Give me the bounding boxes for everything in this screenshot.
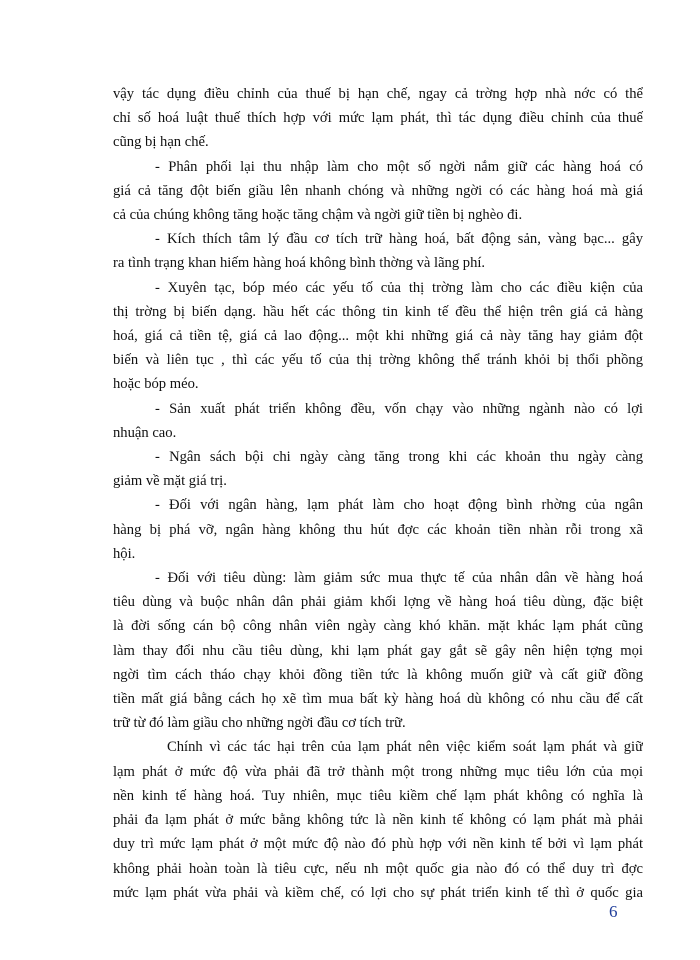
text-line: tiêu dùng và buộc nhân dân phải giảm khối lợng về hàng hoá tiêu dùng, đặc biệt [113, 594, 643, 611]
text-line: - Đối với tiêu dùng: làm giảm sức mua thực tế của nhân dân về hàng hoá [155, 570, 643, 587]
text-line: vậy tác dụng điều chỉnh của thuế bị hạn chế, ngay cả trờng hợp nhà nớc có thể [113, 86, 643, 102]
text-line: phải đa lạm phát ở mức bằng không tức là nền kinh tế không có lạm phát mà phải [113, 812, 643, 829]
text-line: ngời tìm cách tháo chạy khỏi đồng tiền tức là không muốn giữ và cất giữ đồng [113, 666, 643, 683]
paragraph-inflation-control [113, 735, 643, 904]
text-line: duy trì mức lạm phát ở một mức độ nào đó phù hợp với nền kinh tế bởi vì lạm phát [113, 836, 643, 853]
text-line: làm thay đổi nhu cầu tiêu dùng, khi lạm phát gay gắt sẽ gây nên hiện tợng mọi [113, 642, 643, 659]
text-line: hoá, giá cả tiền tệ, giá cả lao động... một khi những giá cả này tăng hay giảm đột [113, 328, 643, 345]
text-line: - Đối với ngân hàng, lạm phát làm cho hoạt động bình rhờng của ngân [155, 497, 643, 514]
text-line: - Phân phối lại thu nhập làm cho một số ngời nắm giữ các hàng hoá có [155, 158, 643, 175]
paragraph-banking [113, 493, 643, 566]
text-line: cũng bị hạn chế. [113, 134, 209, 151]
text-line: cả của chúng không tăng hoặc tăng chậm và ngời giữ tiền bị nghèo đi. [113, 207, 523, 224]
text-line: tiền mất giá bằng cách họ xẽ tìm mua bất kỳ hàng hoá dù không có nhu cầu để cất [113, 691, 643, 708]
paragraph-uneven-production [113, 397, 643, 445]
text-line: thị trờng bị biến dạng. hầu hết các thông tin kinh tế đều thể hiện trên giá cả hàng [113, 303, 643, 320]
text-line: chỉ số hoá luật thuế thích hợp với mức lạm phát, thì tác dụng điều chỉnh của thuế [113, 110, 643, 127]
text-line: giá cả tăng đột biến giầu lên nhanh chóng và những ngời có các hàng hoá mà giá [113, 182, 643, 199]
text-line: giảm về mặt giá trị. [113, 473, 227, 490]
text-line: lạm phát ở mức độ vừa phải đã trở thành một trong những mục tiêu lớn của mọi [113, 763, 643, 780]
text-line: trữ từ đó làm giầu cho những ngời đầu cơ tích trữ. [113, 715, 406, 732]
text-line: mức lạm phát vừa phải và kiềm chế, có lợi cho sự phát triển kinh tế thì ở quốc gia [113, 884, 643, 901]
document-body [113, 82, 643, 905]
text-line: là đời sống cán bộ công nhân viên ngày càng khó khăn. mặt khác lạm phát cũng [113, 618, 643, 635]
paragraph-budget-deficit [113, 445, 643, 493]
text-line: - Sản xuất phát triển không đều, vốn chạy vào những ngành nào có lợi [155, 400, 643, 417]
text-line: nhuận cao. [113, 424, 177, 441]
page-number: 6 [609, 902, 618, 921]
text-line: biến và liên tục , thì các yếu tố của thị trờng không thể tránh khỏi bị thổi phồng [113, 352, 643, 369]
paragraph-tax-effect [113, 82, 643, 155]
text-line: hàng bị phá vỡ, ngân hàng không thu hút đợc các khoản tiền nhàn rỗi trong xã [113, 521, 643, 538]
paragraph-consumption [113, 566, 643, 735]
paragraph-market-distortion [113, 276, 643, 397]
text-line: - Ngân sách bội chi ngày càng tăng trong khi các khoản thu ngày càng [155, 449, 643, 466]
paragraph-income-redistribution [113, 155, 643, 228]
text-line: nền kinh tế hàng hoá. Tuy nhiên, mục tiêu kiềm chế lạm phát không có nghĩa là [113, 787, 643, 804]
text-line: hội. [113, 545, 136, 562]
text-line: ra tình trạng khan hiếm hàng hoá không bình thờng và lãng phí. [113, 255, 486, 272]
text-line: - Xuyên tạc, bóp méo các yếu tố của thị trờng làm cho các điều kiện của [155, 279, 643, 296]
text-line: hoặc bóp méo. [113, 376, 199, 393]
text-line: không phải hoàn toàn là tiêu cực, nếu nh một quốc gia nào đó có thể duy trì đợc [113, 860, 643, 877]
text-line: Chính vì các tác hại trên của lạm phát nên việc kiểm soát lạm phát và giữ [167, 739, 643, 756]
text-line: - Kích thích tâm lý đầu cơ tích trữ hàng hoá, bất động sản, vàng bạc... gây [155, 231, 643, 248]
paragraph-speculation [113, 227, 643, 275]
